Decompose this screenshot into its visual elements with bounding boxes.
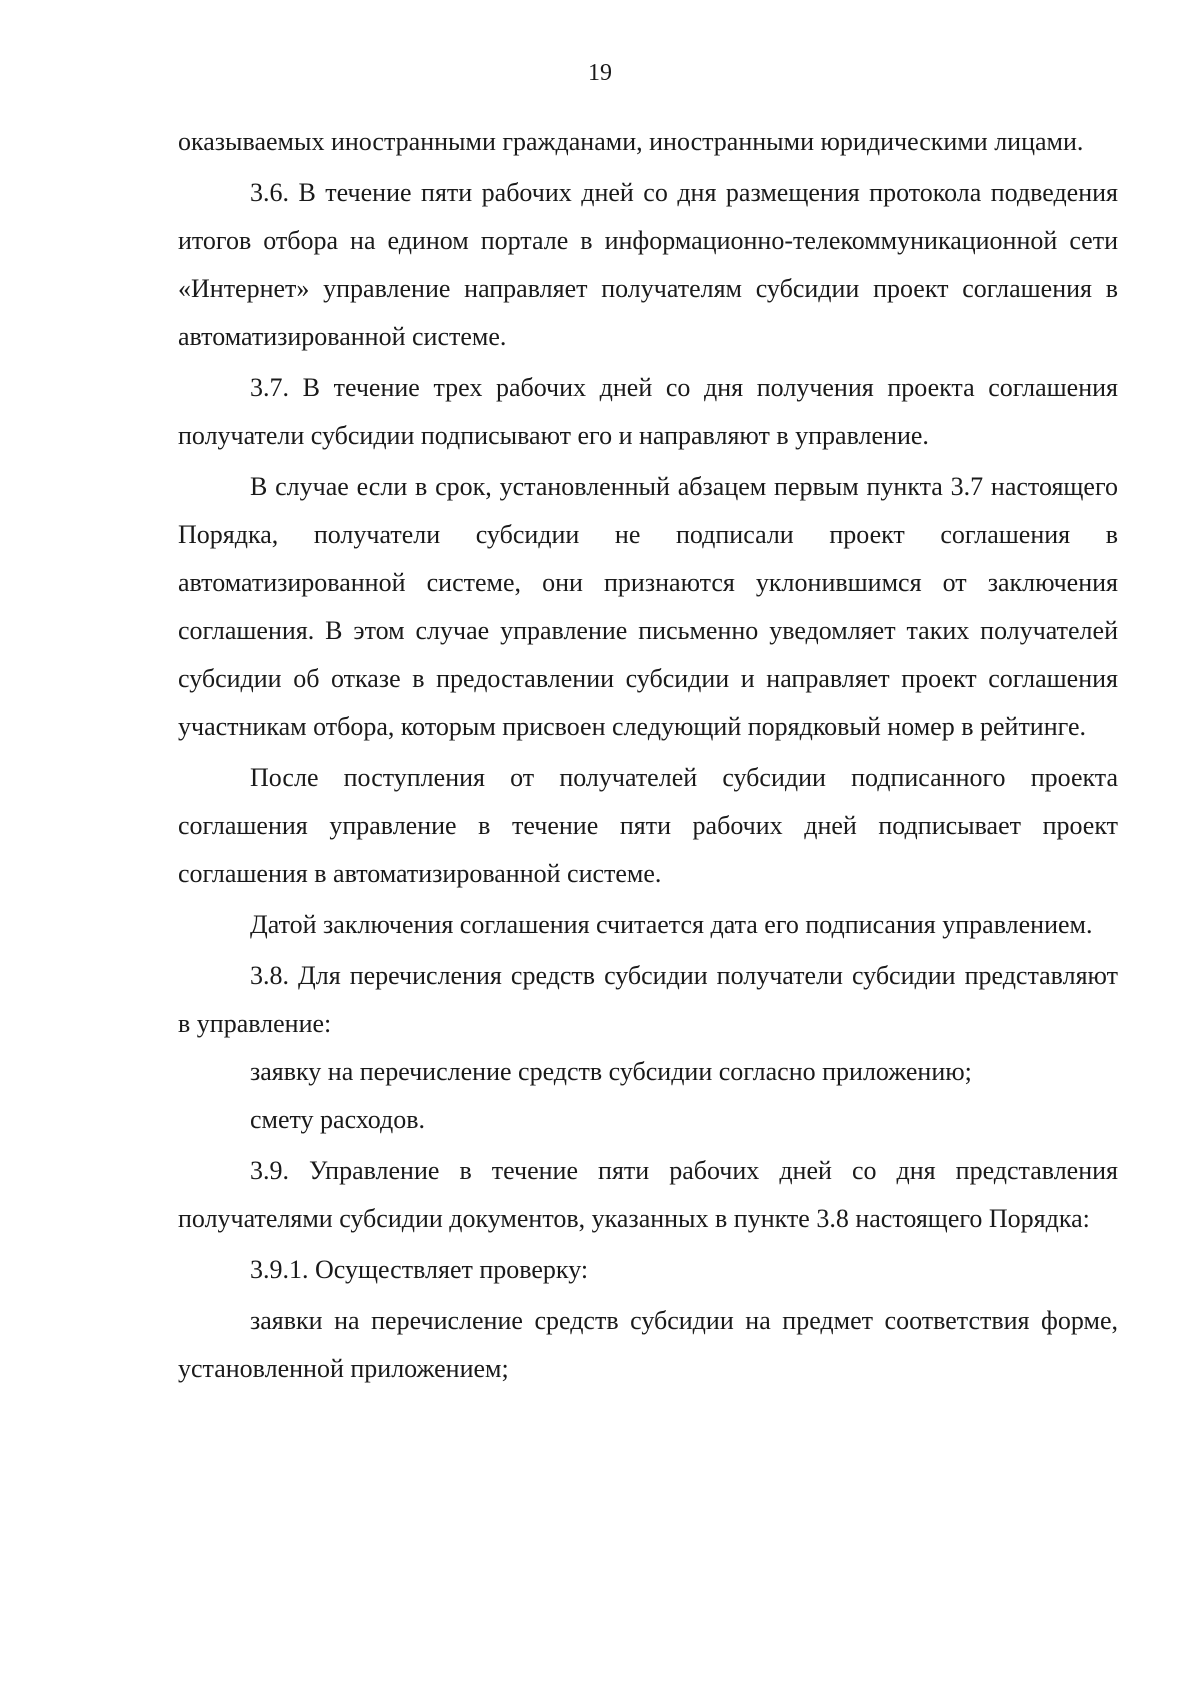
paragraph-3-8: 3.8. Для перечисления средств субсидии получатели субсидии представляют в управление: bbox=[178, 961, 1118, 1038]
page-number: 19 bbox=[588, 60, 612, 86]
list-item-estimate: смету расходов. bbox=[250, 1105, 426, 1134]
list-item-application: заявку на перечисление средств субсидии согласно приложению; bbox=[250, 1057, 972, 1086]
paragraph-3-6: 3.6. В течение пяти рабочих дней со дня размещения протокола подведения итогов отбора на едином портале в информационно-телекоммуникационной сети «Интернет» управление направляет получателям субсидии проект соглашения в автоматизированной системе. bbox=[178, 178, 1118, 351]
paragraph-3-7: 3.7. В течение трех рабочих дней со дня получения проекта соглашения получатели субсидии подписывают его и направляют в управление. bbox=[178, 373, 1118, 450]
paragraph-evasion: В случае если в срок, установленный абзацем первым пункта 3.7 настоящего Порядка, получатели субсидии не подписали проект соглашения в автоматизированной системе, они признаются уклонившимся от заключения соглашения. В этом случае управление письменно уведомляет таких получателей субсидии об отказе в предоставлении субсидии и направляет проект соглашения участникам отбора, которым присвоен следующий порядковый номер в рейтинге. bbox=[178, 472, 1118, 741]
paragraph-continuation: оказываемых иностранными гражданами, иностранными юридическими лицами. bbox=[178, 127, 1084, 156]
paragraph-signing: После поступления от получателей субсидии подписанного проекта соглашения управление в течение пяти рабочих дней подписывает проект соглашения в автоматизированной системе. bbox=[178, 763, 1118, 888]
paragraph-3-9: 3.9. Управление в течение пяти рабочих дней со дня представления получателями субсидии документов, указанных в пункте 3.8 настоящего Порядка: bbox=[178, 1156, 1118, 1233]
paragraph-application-check: заявки на перечисление средств субсидии на предмет соответствия форме, установленной приложением; bbox=[178, 1306, 1118, 1383]
paragraph-3-9-1: 3.9.1. Осуществляет проверку: bbox=[250, 1255, 589, 1284]
document-body bbox=[178, 118, 1118, 1393]
paragraph-conclusion-date: Датой заключения соглашения считается дата его подписания управлением. bbox=[250, 910, 1093, 939]
